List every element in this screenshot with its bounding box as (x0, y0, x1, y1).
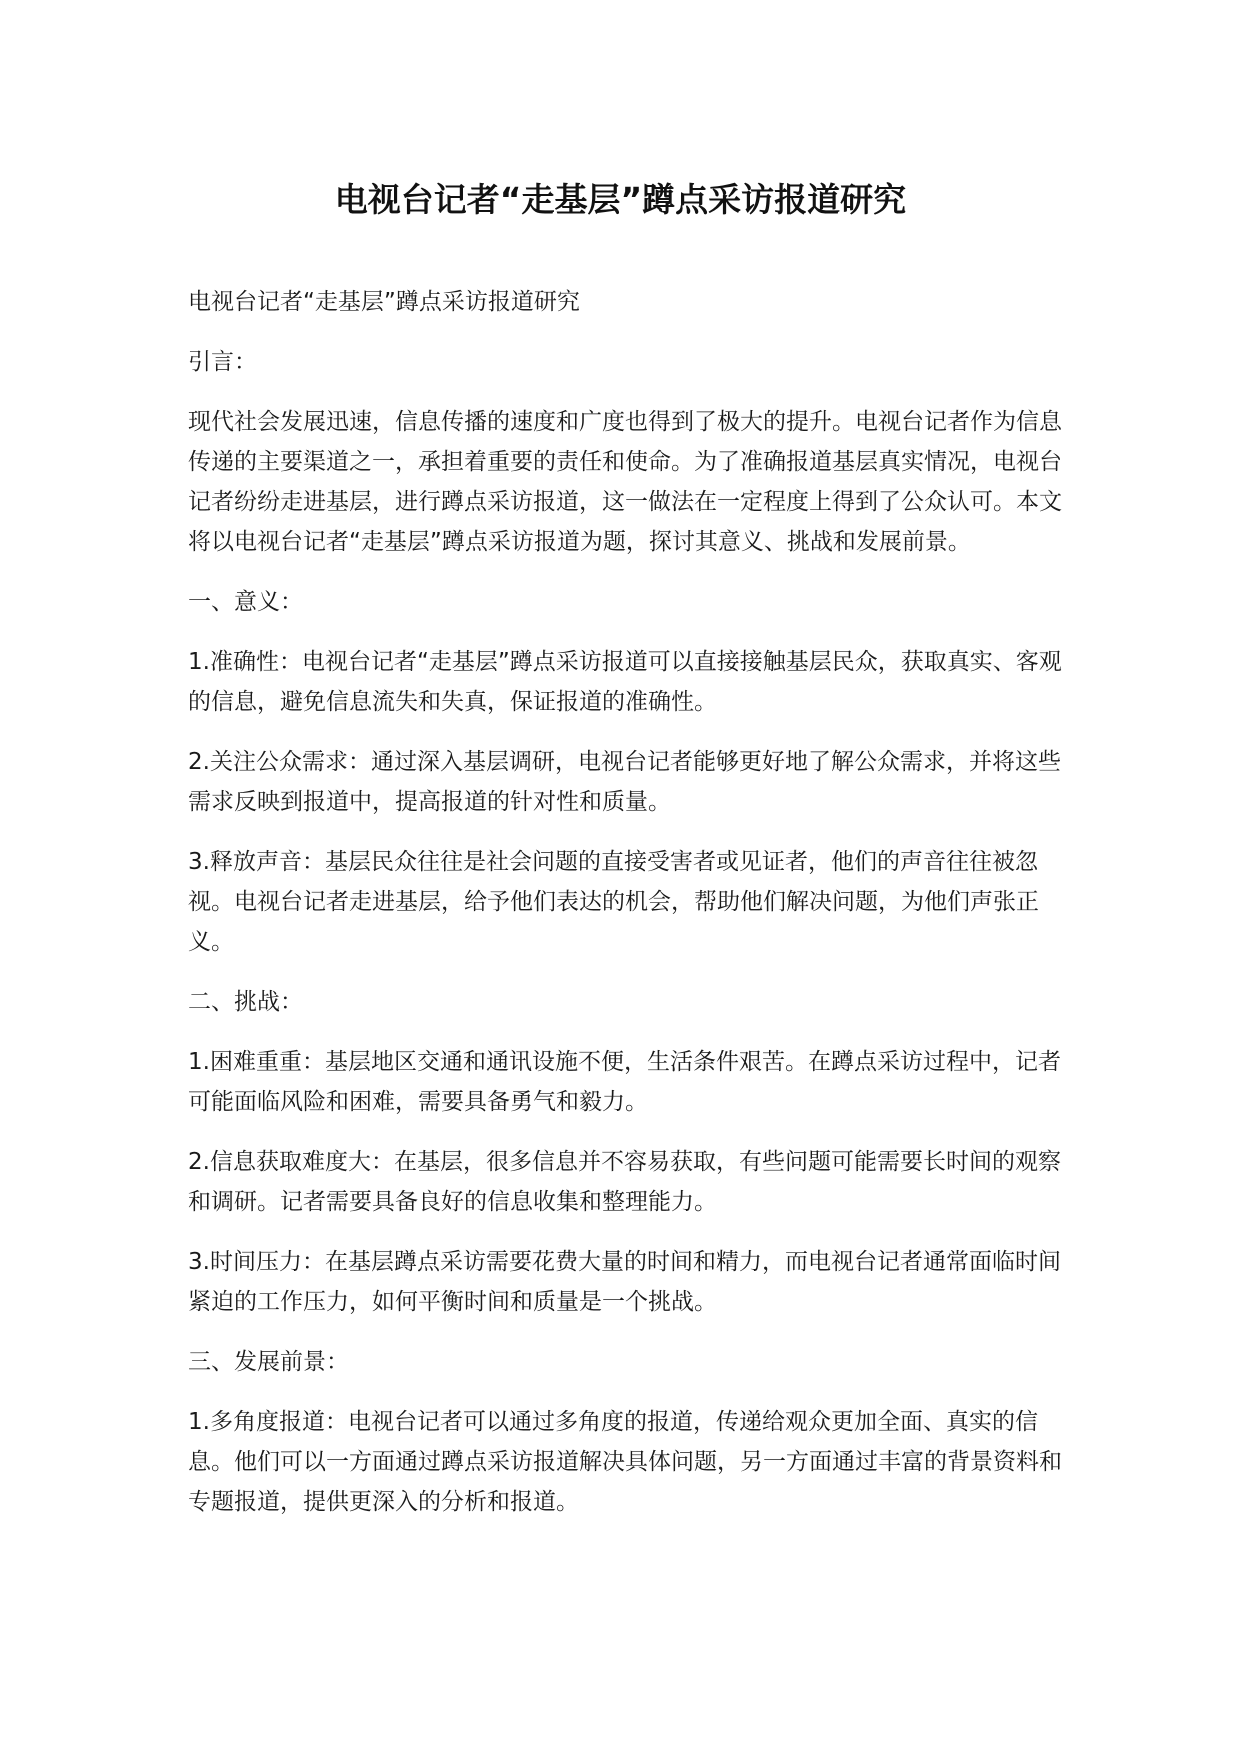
intro-heading: 引言： (188, 349, 257, 375)
challenge-item-2: 2.信息获取难度大：在基层，很多信息并不容易获取，有些问题可能需要长时间的观察和调研。记者需要具备良好的信息收集和整理能力。 (188, 1149, 1061, 1215)
significance-item-3: 3.释放声音：基层民众往往是社会问题的直接受害者或见证者，他们的声音往往被忽视。电视台记者走进基层，给予他们表达的机会，帮助他们解决问题，为他们声张正义。 (188, 849, 1039, 955)
intro-paragraph: 现代社会发展迅速，信息传播的速度和广度也得到了极大的提升。电视台记者作为信息传递的主要渠道之一，承担着重要的责任和使命。为了准确报道基层真实情况，电视台记者纷纷走进基层，进行蹲点采访报道，这一做法在一定程度上得到了公众认可。本文将以电视台记者“走基层”蹲点采访报道为题，探讨其意义、挑战和发展前景。 (188, 409, 1062, 555)
challenge-item-1: 1.困难重重：基层地区交通和通讯设施不便，生活条件艰苦。在蹲点采访过程中，记者可能面临风险和困难，需要具备勇气和毅力。 (188, 1049, 1061, 1115)
document-body (188, 282, 1068, 1542)
significance-item-2: 2.关注公众需求：通过深入基层调研，电视台记者能够更好地了解公众需求，并将这些需求反映到报道中，提高报道的针对性和质量。 (188, 749, 1061, 815)
subtitle-paragraph: 电视台记者“走基层”蹲点采访报道研究 (188, 289, 580, 315)
section-heading-significance: 一、意义： (188, 589, 303, 615)
document-title: 电视台记者“走基层”蹲点采访报道研究 (334, 180, 907, 219)
section-heading-challenges: 二、挑战： (188, 989, 303, 1015)
section-heading-prospects: 三、发展前景： (188, 1349, 349, 1375)
challenge-item-3: 3.时间压力：在基层蹲点采访需要花费大量的时间和精力，而电视台记者通常面临时间紧迫的工作压力，如何平衡时间和质量是一个挑战。 (188, 1249, 1061, 1315)
significance-item-1: 1.准确性：电视台记者“走基层”蹲点采访报道可以直接接触基层民众，获取真实、客观的信息，避免信息流失和失真，保证报道的准确性。 (188, 649, 1062, 715)
prospect-item-1: 1.多角度报道：电视台记者可以通过多角度的报道，传递给观众更加全面、真实的信息。他们可以一方面通过蹲点采访报道解决具体问题，另一方面通过丰富的背景资料和专题报道，提供更深入的分析和报道。 (188, 1409, 1062, 1515)
